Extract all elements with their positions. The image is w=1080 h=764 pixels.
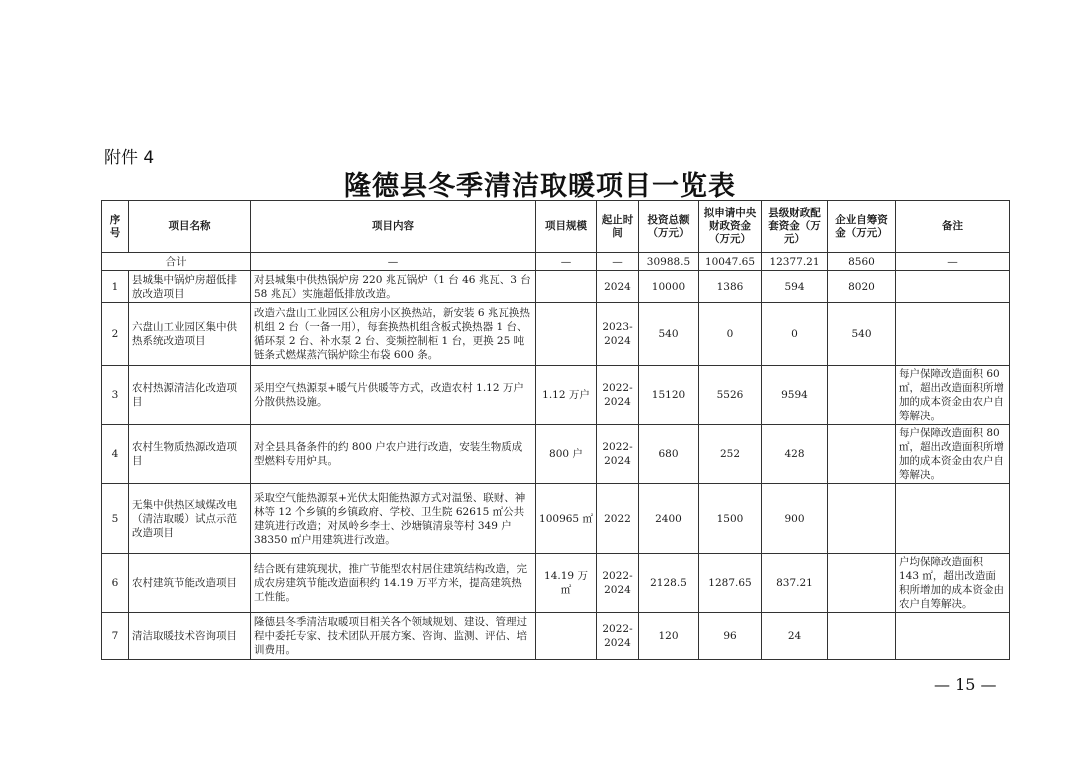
row-seq: 7	[102, 613, 129, 660]
header-seq: 序号	[102, 201, 129, 253]
row-investment: 15120	[639, 366, 699, 425]
row-seq: 2	[102, 303, 129, 366]
header-enterprise: 企业自筹资金（万元）	[828, 201, 896, 253]
table-row	[102, 484, 1010, 554]
row-county: 24	[762, 613, 828, 660]
row-period: 2022-2024	[597, 613, 639, 660]
row-note: 每户保障改造面积 60 ㎡，超出改造面积所增加的成本资金由农户自筹解决。	[896, 366, 1010, 425]
row-central: 252	[699, 425, 762, 484]
row-enterprise	[828, 366, 896, 425]
table-row	[102, 366, 1010, 425]
total-county: 12377.21	[762, 253, 828, 271]
row-seq: 4	[102, 425, 129, 484]
row-period: 2022	[597, 484, 639, 554]
total-scale: —	[536, 253, 597, 271]
row-note	[896, 484, 1010, 554]
row-central: 0	[699, 303, 762, 366]
row-content: 采用空气热源泵+暖气片供暖等方式，改造农村 1.12 万户分散供热设施。	[251, 366, 536, 425]
table-row	[102, 425, 1010, 484]
row-scale	[536, 613, 597, 660]
row-content: 对县城集中供热锅炉房 220 兆瓦锅炉（1 台 46 兆瓦、3 台 58 兆瓦）实施超低排放改造。	[251, 271, 536, 303]
row-period: 2024	[597, 271, 639, 303]
row-county: 9594	[762, 366, 828, 425]
row-seq: 3	[102, 366, 129, 425]
document-title: 隆德县冬季清洁取暖项目一览表	[344, 171, 736, 202]
row-period: 2022-2024	[597, 554, 639, 613]
header-content: 项目内容	[251, 201, 536, 253]
row-county: 900	[762, 484, 828, 554]
row-name: 六盘山工业园区集中供热系统改造项目	[129, 303, 251, 366]
total-content: —	[251, 253, 536, 271]
total-note: —	[896, 253, 1010, 271]
row-name: 清洁取暖技术咨询项目	[129, 613, 251, 660]
row-name: 农村热源清洁化改造项目	[129, 366, 251, 425]
row-period: 2023-2024	[597, 303, 639, 366]
row-content: 采取空气能热源泵+光伏太阳能热源方式对温堡、联财、神林等 12 个乡镇的乡镇政府、学校、卫生院 62615 ㎡公共建筑进行改造；对凤岭乡李士、沙塘镇清泉等村 349 户 38350 ㎡户用建筑进行改造。	[251, 484, 536, 554]
table-header-row	[102, 201, 1010, 253]
total-central: 10047.65	[699, 253, 762, 271]
total-period: —	[597, 253, 639, 271]
row-county: 594	[762, 271, 828, 303]
row-name: 农村建筑节能改造项目	[129, 554, 251, 613]
table-row	[102, 554, 1010, 613]
row-seq: 1	[102, 271, 129, 303]
row-seq: 6	[102, 554, 129, 613]
row-central: 1386	[699, 271, 762, 303]
row-central: 1500	[699, 484, 762, 554]
table-row	[102, 271, 1010, 303]
row-note	[896, 271, 1010, 303]
row-investment: 2400	[639, 484, 699, 554]
row-investment: 10000	[639, 271, 699, 303]
row-county: 0	[762, 303, 828, 366]
row-period: 2022-2024	[597, 425, 639, 484]
row-enterprise	[828, 484, 896, 554]
row-note: 户均保障改造面积 143 ㎡，超出改造面积所增加的成本资金由农户自筹解决。	[896, 554, 1010, 613]
total-row	[102, 253, 1010, 271]
row-investment: 120	[639, 613, 699, 660]
row-name: 农村生物质热源改造项目	[129, 425, 251, 484]
attachment-label: 附件 4	[104, 148, 155, 168]
row-scale: 100965 ㎡	[536, 484, 597, 554]
row-content: 结合既有建筑现状，推广节能型农村居住建筑结构改造，完成农房建筑节能改造面积约 14.19 万平方米，提高建筑热工性能。	[251, 554, 536, 613]
row-scale: 1.12 万户	[536, 366, 597, 425]
total-investment: 30988.5	[639, 253, 699, 271]
total-label: 合计	[102, 253, 251, 271]
row-central: 5526	[699, 366, 762, 425]
header-note: 备注	[896, 201, 1010, 253]
row-scale: 800 户	[536, 425, 597, 484]
row-note	[896, 303, 1010, 366]
row-name: 县城集中锅炉房超低排放改造项目	[129, 271, 251, 303]
row-investment: 680	[639, 425, 699, 484]
header-investment: 投资总额（万元）	[639, 201, 699, 253]
row-county: 428	[762, 425, 828, 484]
row-content: 改造六盘山工业园区公租房小区换热站，新安装 6 兆瓦换热机组 2 台（一备一用），每套换热机组含板式换热器 1 台、循环泵 2 台、补水泵 2 台、变频控制柜 1 台，更换 25 吨链条式燃煤蒸汽锅炉除尘布袋 600 条。	[251, 303, 536, 366]
page-number: — 15 —	[934, 675, 997, 694]
project-table	[101, 200, 1010, 660]
table-row	[102, 613, 1010, 660]
row-central: 96	[699, 613, 762, 660]
row-enterprise	[828, 554, 896, 613]
row-investment: 2128.5	[639, 554, 699, 613]
row-scale	[536, 303, 597, 366]
row-note: 每户保障改造面积 80 ㎡，超出改造面积所增加的成本资金由农户自筹解决。	[896, 425, 1010, 484]
row-scale: 14.19 万㎡	[536, 554, 597, 613]
header-county: 县级财政配套资金（万元）	[762, 201, 828, 253]
row-name: 无集中供热区域煤改电（清洁取暖）试点示范改造项目	[129, 484, 251, 554]
row-enterprise: 540	[828, 303, 896, 366]
row-enterprise	[828, 613, 896, 660]
row-enterprise	[828, 425, 896, 484]
row-enterprise: 8020	[828, 271, 896, 303]
row-note	[896, 613, 1010, 660]
row-scale	[536, 271, 597, 303]
row-county: 837.21	[762, 554, 828, 613]
header-central: 拟申请中央财政资金（万元）	[699, 201, 762, 253]
row-content: 隆德县冬季清洁取暖项目相关各个领域规划、建设、管理过程中委托专家、技术团队开展方案、咨询、监测、评估、培训费用。	[251, 613, 536, 660]
header-name: 项目名称	[129, 201, 251, 253]
header-scale: 项目规模	[536, 201, 597, 253]
header-period: 起止时间	[597, 201, 639, 253]
row-period: 2022-2024	[597, 366, 639, 425]
table-row	[102, 303, 1010, 366]
total-enterprise: 8560	[828, 253, 896, 271]
row-content: 对全县具备条件的约 800 户农户进行改造，安装生物质成型燃料专用炉具。	[251, 425, 536, 484]
row-seq: 5	[102, 484, 129, 554]
row-central: 1287.65	[699, 554, 762, 613]
row-investment: 540	[639, 303, 699, 366]
